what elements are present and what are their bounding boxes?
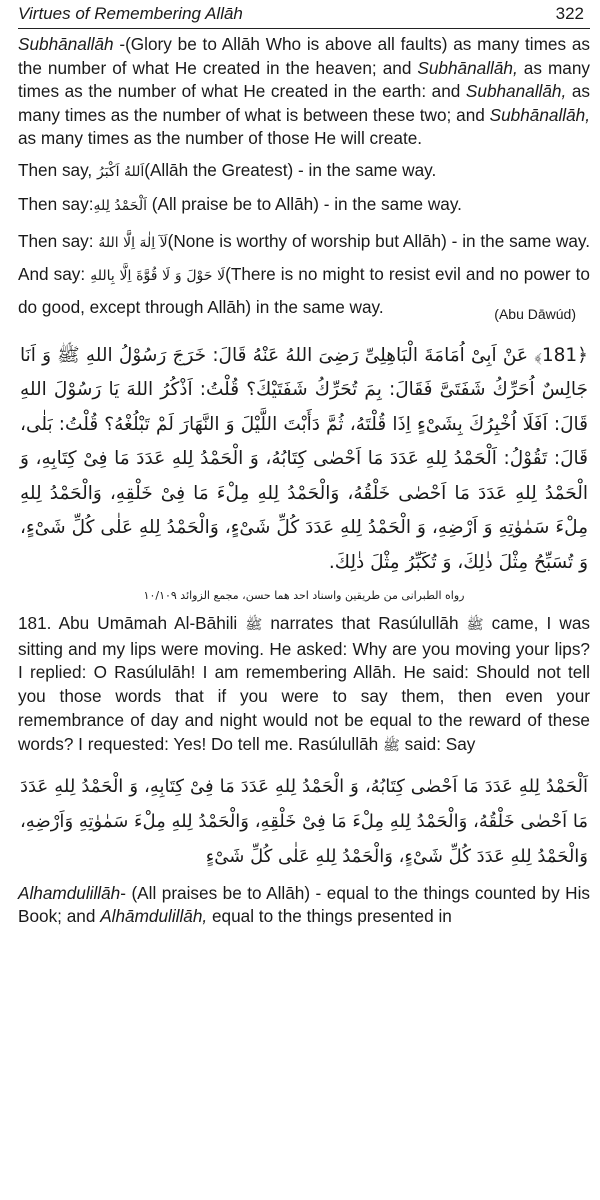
arabic-inline-takbir: اَللهُ اَكْبَرُ	[96, 163, 145, 180]
page-number: 322	[555, 4, 584, 23]
hadith-source-note: رواه الطبرانی من طریقین واسناد احد هما حسن، مجمع الزوائد ۱۰/۱۰۹	[143, 589, 465, 603]
paragraph-takbir	[18, 159, 590, 185]
text-span: as many times as the number of those He will create.	[18, 128, 423, 149]
running-header	[18, 4, 590, 29]
term-subhanallah: Subhānallāh,	[417, 57, 518, 78]
honorific-glyph: ﷺ	[382, 737, 400, 754]
honorific-glyph: ﷺ	[466, 616, 484, 633]
text-span: as many times as the number of what He created in the earth: and	[18, 57, 590, 102]
arabic-inline-hawqala: لَا حَوْلَ وَ لَا قُوَّةَ اِلَّا بِاللهِ	[90, 268, 226, 285]
text-span: Then say:	[18, 231, 99, 252]
term-subhanallah: Subhānallāh	[18, 34, 114, 54]
text-span: (None is worthy of worship but Allāh) - in the same way. And say:	[18, 231, 591, 285]
text-span: equal to the things presented in	[207, 906, 452, 927]
term-alhamdulillah: Alhamdulillāh	[18, 882, 121, 903]
text-span: 181. Abu Umāmah Al-Bāhili	[18, 612, 246, 633]
paragraph-tahmid	[18, 193, 590, 219]
text-span: -(Glory be to Allāh Who is above all faults) as many times as the number of what He created in the heaven; and	[18, 34, 590, 78]
honorific-glyph: ﷺ	[245, 616, 263, 633]
dua-arabic-text: اَلْحَمْدُ لِلهِ عَدَدَ مَا اَحْصٰی كِتَابُهُ، وَ الْحَمْدُ لِلهِ عَدَدَ مَا فِیْ كِتَابِهِ، وَ الْحَمْدُ لِلهِ عَدَدَ مَا اَحْصٰی خَلْقُهُ، وَالْحَمْدُ لِلهِ مِلْءَ مَا فِیْ خَلْقِهِ، وَالْحَمْدُ لِلهِ مِلْءَ سَمٰوٰتِهِ وَاَرْضِهِ، وَالْحَمْدُ لِلهِ عَدَدَ كُلِّ شَیْءٍ، وَالْحَمْدُ لِلهِ عَلٰی كُلِّ شَیْءٍ	[20, 775, 588, 867]
reference-abu-dawud: (Abu Dāwúd)	[494, 306, 576, 323]
term-subhanallah: Subhanallāh,	[465, 81, 567, 102]
text-span: (Allāh the Greatest) - in the same way.	[144, 159, 437, 180]
term-subhanallah: Subhānallāh,	[489, 104, 590, 125]
arabic-inline-tahmid: اَلْحَمْدُ لِلهِ	[93, 197, 147, 214]
text-span: Then say:	[18, 193, 94, 214]
hadith-translation	[18, 612, 590, 759]
text-span: came, I was sitting and my lips were moving. He asked: Why are you moving your lips? I replied: O Rasúlulāh! I am remembering Allāh. He said: Should not tell you those words that if you were to say them, then even your remembrance of day and night would not be equal to the reward of these words? I requested: Yes! Do tell me. Rasúlullāh	[18, 612, 590, 754]
text-span: Then say,	[18, 159, 97, 180]
text-span: said: Say	[399, 733, 476, 754]
text-span: - (All praises be to Allāh) - equal to the things counted by His Book; and	[18, 882, 590, 927]
page-body	[18, 33, 590, 929]
text-span: narrates that Rasúlullāh	[262, 612, 467, 633]
paragraph-alhamdulillah	[18, 882, 590, 929]
text-span: as many times as the number of what is between these two; and	[18, 81, 590, 125]
arabic-inline-tahlil: لَآ اِلٰهَ اِلَّا اللهُ	[98, 235, 168, 252]
book-title: Virtues of Remembering Allāh	[18, 4, 243, 23]
text-span: (All praise be to Allāh) - in the same way.	[146, 193, 462, 214]
hadith-arabic-text: ﴿181﴾ عَنْ اَبِیْ اُمَامَةَ الْبَاهِلِیِّ رَضِیَ اللهُ عَنْهُ قَالَ: خَرَجَ رَسُوْلُ اللهِ ﷺ وَ اَنَا جَالِسٌ اُحَرِّكُ شَفَتَیَّ فَقَالَ: بِمَ تُحَرِّكُ شَفَتَيْكَ؟ قُلْتُ: اَذْكُرُ اللهَ يَا رَسُوْلَ اللهِ قَالَ: اَفَلَا اُخْبِرُكَ بِشَیْءٍ اِذَا قُلْتَهُ، ثُمَّ دَأَبْتَ اللَّيْلَ وَ النَّهَارَ لَمْ تَبْلُغْهُ؟ قُلْتُ: بَلٰی، قَالَ: تَقُوْلُ: اَلْحَمْدُ لِلهِ عَدَدَ مَا اَحْصٰی كِتَابُهُ، وَ الْحَمْدُ لِلهِ عَدَدَ مَا فِیْ كِتَابِهِ، وَ الْحَمْدُ لِلهِ عَدَدَ مَا اَحْصٰی خَلْقُهُ، وَالْحَمْدُ لِلهِ مِلْءَ مَا فِیْ خَلْقِهِ، وَالْحَمْدُ لِلهِ مِلْءَ سَمٰوٰتِهِ وَ اَرْضِهِ، وَ الْحَمْدُ لِلهِ عَدَدَ كُلِّ شَیْءٍ، وَالْحَمْدُ لِلهِ عَلٰی كُلِّ شَیْءٍ، وَ تُسَبِّحُ مِثْلَ ذٰلِكَ، وَ تُكَبِّرُ مِثْلَ ذٰلِكَ.	[20, 344, 588, 573]
term-alhamdulillah: Alhāmdulillāh,	[100, 906, 208, 927]
paragraph-subhanallah	[18, 33, 590, 151]
text-span: (There is no might to resist evil and no power to do good, except through Allāh) in the same way.	[18, 264, 590, 318]
